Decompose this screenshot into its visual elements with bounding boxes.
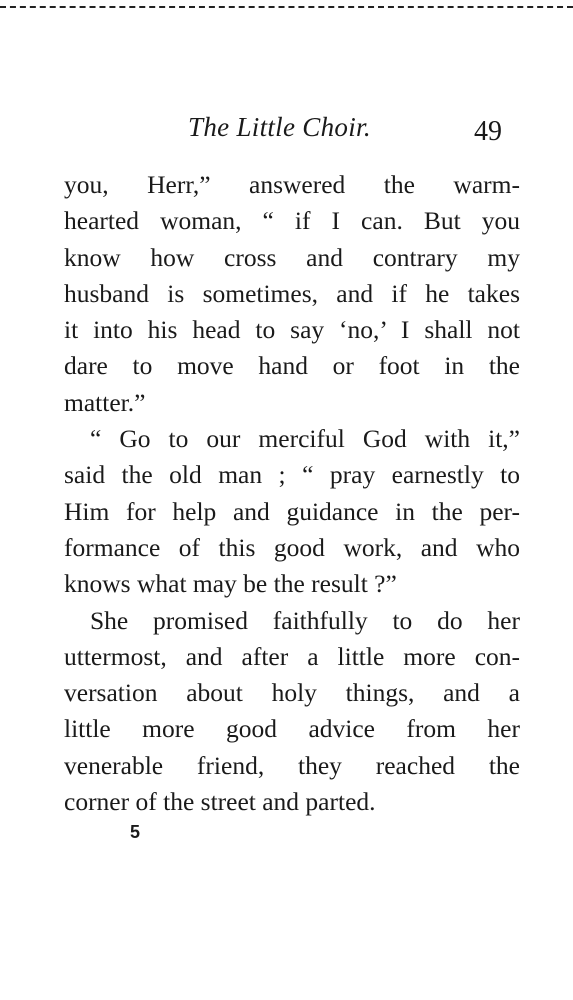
running-head <box>0 112 573 148</box>
text-line: Him for help and guidance in the per- <box>64 496 520 526</box>
running-title: The Little Choir. <box>188 112 371 142</box>
text-line: dare to move hand or foot in the <box>64 351 520 381</box>
text-line: hearted woman, “ if I can. But you <box>64 206 520 236</box>
text-line: venerable friend, they reached the <box>64 750 520 780</box>
text-line: “ Go to our merciful God with it,” <box>90 424 520 454</box>
text-line: you, Herr,” answered the warm- <box>64 170 520 199</box>
text-line: uttermost, and after a little more con- <box>64 641 520 671</box>
text-line: little more good advice from her <box>64 714 520 744</box>
text-line: know how cross and contrary my <box>64 242 520 272</box>
text-line: husband is sometimes, and if he takes <box>64 278 520 308</box>
text-line: knows what may be the result ?” <box>64 569 397 599</box>
text-line: versation about holy things, and a <box>64 678 520 708</box>
text-line: corner of the street and parted. <box>64 787 376 817</box>
text-line: matter.” <box>64 387 146 417</box>
text-line: She promised faithfully to do her <box>90 605 520 635</box>
signature-mark: 5 <box>130 822 141 842</box>
body-text <box>64 167 520 820</box>
top-border-rule <box>0 6 573 8</box>
text-line: said the old man ; “ pray earnestly to <box>64 460 520 490</box>
text-line: it into his head to say ‘no,’ I shall not <box>64 315 520 345</box>
text-line: formance of this good work, and who <box>64 532 520 562</box>
page-number: 49 <box>474 116 502 147</box>
